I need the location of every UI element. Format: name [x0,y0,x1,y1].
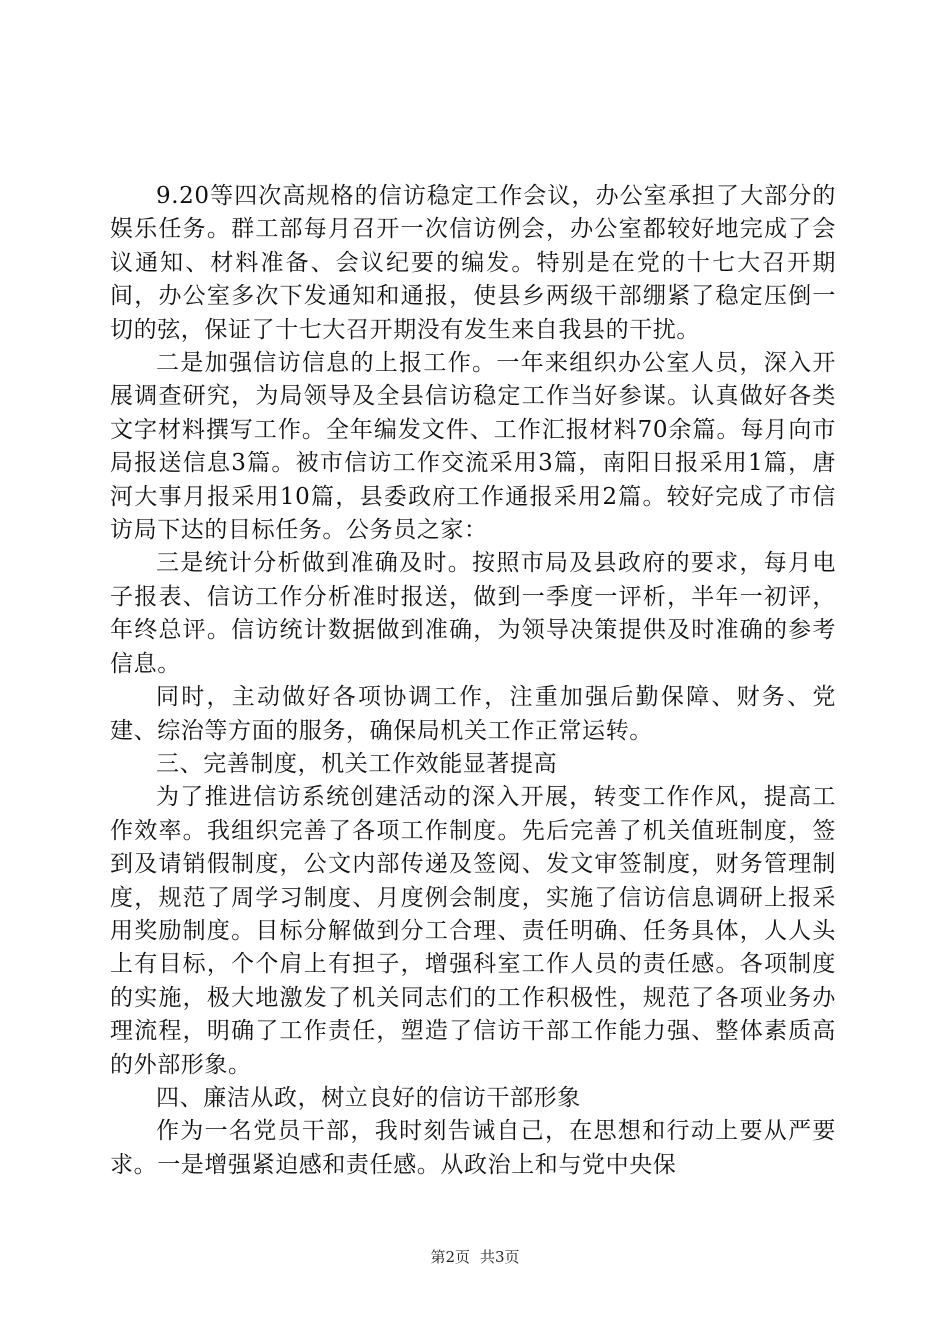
page-number: 第2页 [430,1248,470,1266]
section-heading-3: 三、完善制度，机关工作效能显著提高 [156,750,558,777]
paragraph-coordination: 同时，主动做好各项协调工作，注重加强后勤保障、财务、党建、综治等方面的服务，确保局机关工作正常运转。 [110,684,836,744]
paragraph-system-improvement: 为了推进信访系统创建活动的深入开展，转变工作作风，提高工作效率。我组织完善了各项工作制度。先后完善了机关值班制度，签到及请销假制度，公文内部传递及签阅、发文审签制度，财务管理制度，规范了周学习制度、月度例会制度，实施了信访信息调研上报采用奖励制度。目标分解做到分工合理、责任明确、任务具体，人人头上有目标，个个肩上有担子，增强科室工作人员的责任感。各项制度的实施，极大地激发了机关同志们的工作积极性，规范了各项业务办理流程，明确了工作责任，塑造了信访干部工作能力强、整体素质高的外部形象。 [110,784,836,1078]
paragraph-statistics: 三是统计分析做到准确及时。按照市局及县政府的要求，每月电子报表、信访工作分析准时报送，做到一季度一评析，半年一初评，年终总评。信访统计数据做到准确，为领导决策提供及时准确的参考信息。 [110,550,836,677]
document-body [110,180,836,1182]
section-heading-4: 四、廉洁从政，树立良好的信访干部形象 [156,1084,581,1111]
paragraph-integrity: 作为一名党员干部，我时刻告诫自己，在思想和行动上要从严要求。一是增强紧迫感和责任感。从政治上和与党中央保 [110,1118,836,1178]
page-total: 共3页 [480,1248,520,1266]
paragraph-information-reporting: 二是加强信访信息的上报工作。一年来组织办公室人员，深入开展调查研究，为局领导及全县信访稳定工作当好参谋。认真做好各类文字材料撰写工作。全年编发文件、工作汇报材料70余篇。每月向市局报送信息3篇。被市信访工作交流采用3篇，南阳日报采用1篇，唐河大事月报采用10篇，县委政府工作通报采用2篇。较好完成了市信访局下达的目标任务。公务员之家： [110,350,836,544]
page-footer [0,1247,950,1267]
paragraph-meetings: 9.20等四次高规格的信访稳定工作会议，办公室承担了大部分的娱乐任务。群工部每月召开一次信访例会，办公室都较好地完成了会议通知、材料准备、会议纪要的编发。特别是在党的十七大召开期间，办公室多次下发通知和通报，使县乡两级干部绷紧了稳定压倒一切的弦，保证了十七大召开期没有发生来自我县的干扰。 [110,183,836,343]
